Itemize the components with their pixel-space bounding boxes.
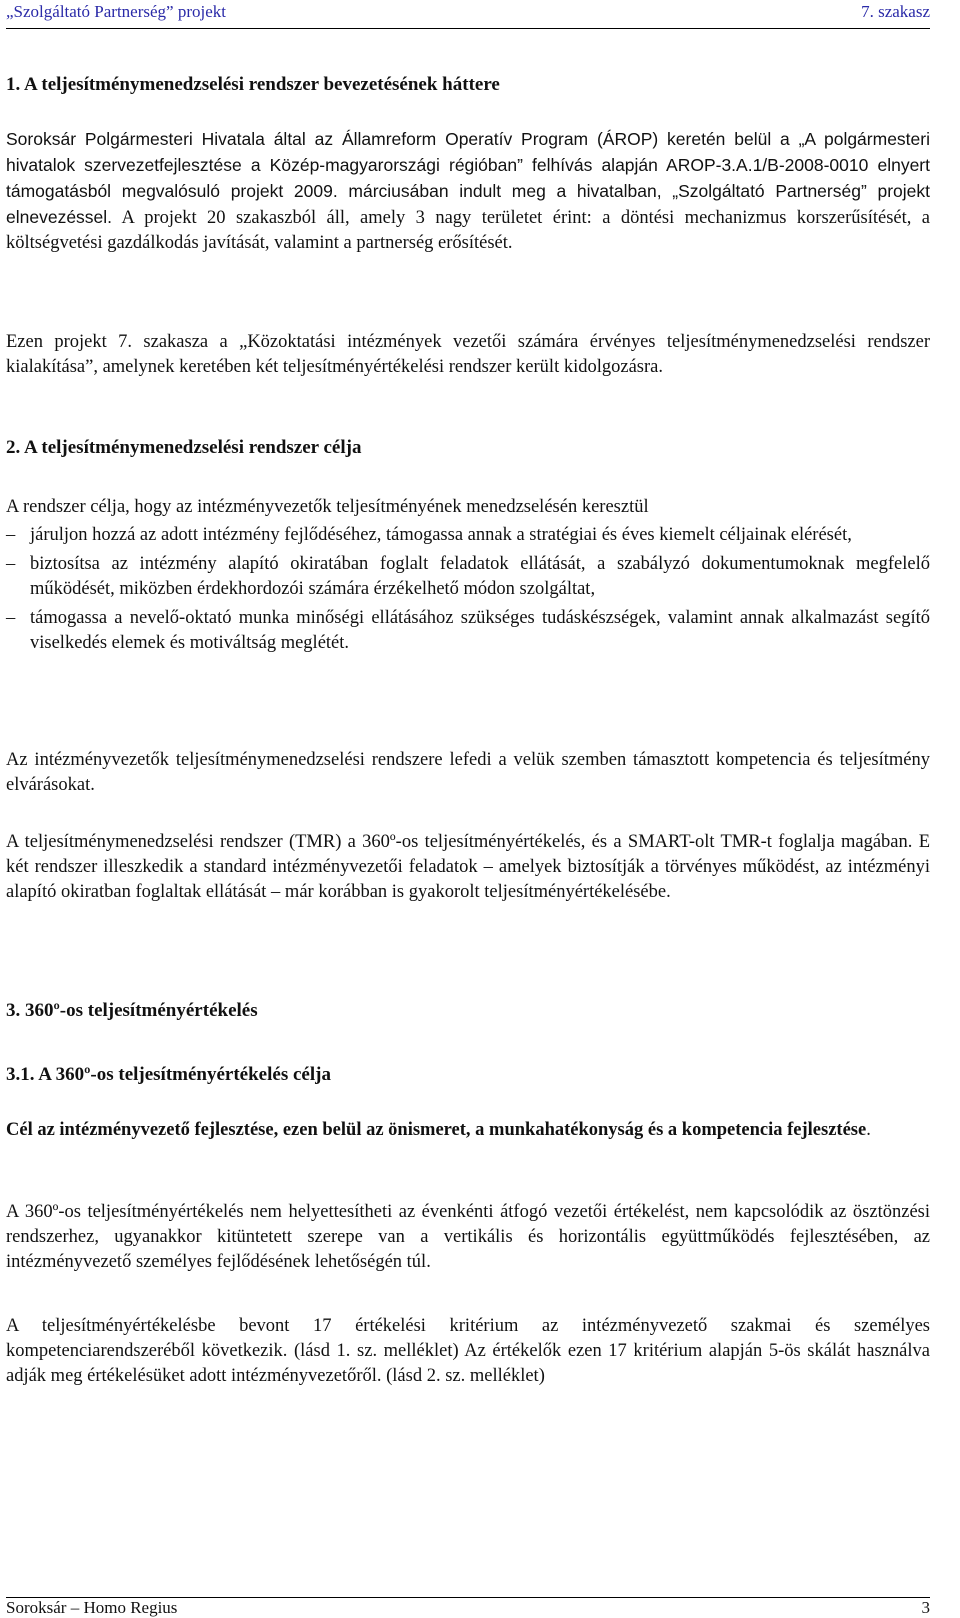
section-1-heading: 1. A teljesítménymenedzselési rendszer bevezetésének háttere: [6, 74, 500, 95]
list-item-text: biztosítsa az intézmény alapító okiratában foglalt feladatok ellátását, a szabályzó dokumentumoknak megfelelő működését, miközben érdekhordozói számára érzékelhető módon szolgáltat,: [30, 554, 930, 599]
goal-bold-text: Cél az intézményvezető fejlesztése, ezen belül az önismeret, a munkahatékonyság és a kompetencia fejlesztése: [6, 1120, 867, 1140]
section-2-paragraph-a: Az intézményvezetők teljesítménymenedzselési rendszere lefedi a velük szemben támasztott kompetencia és teljesítmény elvárásokat.: [6, 750, 930, 795]
section-1-paragraph-2: Ezen projekt 7. szakasza a „Közoktatási intézmények vezetői számára érvényes teljesítménymenedzselési rendszer kialakítása”, amelynek keretében két teljesítményértékelési rendszer került kidolgozásra.: [6, 332, 930, 377]
section-2-heading: 2. A teljesítménymenedzselési rendszer célja: [6, 437, 362, 458]
dash-bullet: –: [6, 608, 16, 628]
page-number: 3: [921, 1598, 930, 1617]
section-1-paragraph-1: [6, 127, 930, 256]
section-2-intro: A rendszer célja, hogy az intézményvezetők teljesítményének menedzselésén keresztül: [6, 497, 649, 517]
list-item: [6, 606, 930, 656]
header-project-title: „Szolgáltató Partnerség” projekt: [6, 2, 226, 21]
page-header: [6, 2, 930, 29]
section-3-goal: [6, 1118, 930, 1143]
section-2-bullet-list: [6, 523, 930, 656]
section-3-heading: 3. 360º-os teljesítményértékelés: [6, 1000, 258, 1021]
section-3-1-heading: 3.1. A 360º-os teljesítményértékelés célja: [6, 1064, 331, 1085]
section-1-paragraph-1-serif-text: A projekt 20 szakaszból áll, amely 3 nagy területet érint: a döntési mechanizmus korszerűsítését, a költségvetési gazdálkodás javítását, valamint a partnerség erősítését.: [6, 208, 931, 253]
dash-bullet: –: [6, 554, 16, 574]
section-3-paragraph-a: A 360º-os teljesítményértékelés nem helyettesítheti az évenkénti átfogó vezetői értékelést, nem kapcsolódik az ösztönzési rendszerhez, ugyanakkor kitüntetett szerepe van a vertikális és horizontális együttműködés fejlesztésében, az intézményvezető személyes fejlődésének lehetőségén túl.: [6, 1202, 930, 1272]
section-1-paragraph-1-sans-text: Soroksár Polgármesteri Hivatala által az Államreform Operatív Program (ÁROP) keretén belül a „A polgármesteri hivatalok szervezetfejlesztése a Közép-magyarországi régióban” felhívás alapján AROP-3.A.1/B-2008-0010 elnyert támogatásból megvalósuló projekt 2009. márciusában indult meg a hivatalban, „Szolgáltató Partnerség” projekt elnevezéssel.: [6, 129, 930, 227]
list-item-text: támogassa a nevelő-oktató munka minőségi ellátásához szükséges tudáskészségek, valamint annak alkalmazást segítő viselkedés elemek és motiváltság meglétét.: [30, 608, 930, 653]
header-section-label: 7. szakasz: [861, 2, 930, 21]
goal-end-punctuation: .: [866, 1120, 871, 1140]
section-2-paragraph-b: A teljesítménymenedzselési rendszer (TMR) a 360º-os teljesítményértékelés, és a SMART-olt TMR-t foglalja magában. E két rendszer illeszkedik a standard intézményvezetői feladatok – amelyek biztosítják a törvényes működést, az intézményi alapító okiratban foglaltak ellátását – már korábban is gyakorolt teljesítményértékelésébe.: [6, 832, 930, 902]
footer-organization: Soroksár – Homo Regius: [6, 1598, 178, 1617]
list-item: [6, 523, 930, 548]
list-item-text: járuljon hozzá az adott intézmény fejlődéséhez, támogassa annak a stratégiai és éves kiemelt céljainak elérését,: [30, 525, 852, 545]
dash-bullet: –: [6, 525, 16, 545]
list-item: [6, 552, 930, 602]
section-3-paragraph-b: A teljesítményértékelésbe bevont 17 értékelési kritérium az intézményvezető szakmai és személyes kompetenciarendszeréből következik. (lásd 1. sz. melléklet) Az értékelők ezen 17 kritérium alapján 5-ös skálát használva adják meg értékelésüket adott intézményvezetőről. (lásd 2. sz. melléklet): [6, 1316, 930, 1386]
page-footer: [6, 1597, 930, 1618]
